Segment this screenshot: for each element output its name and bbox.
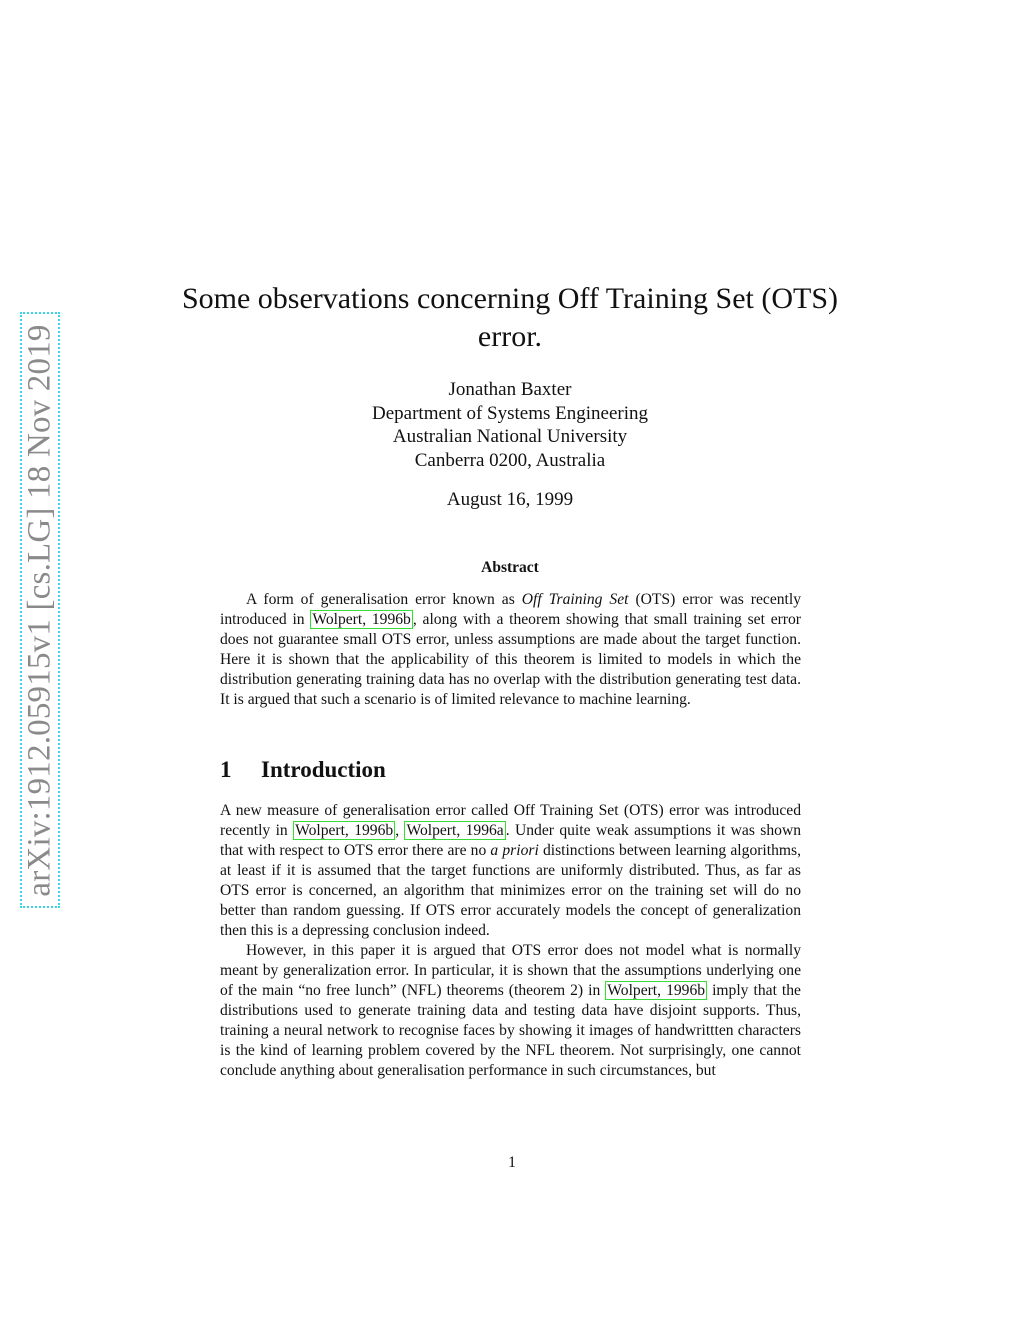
body-paragraph — [220, 801, 801, 941]
section-number: 1 — [220, 757, 232, 782]
author-university: Australian National University — [392, 426, 628, 447]
author-address: Canberra 0200, Australia — [414, 449, 606, 471]
citation-link[interactable]: Wolpert, 1996b — [295, 822, 394, 839]
section-body — [220, 801, 801, 1081]
author-name: Jonathan Baxter — [448, 379, 572, 400]
arxiv-identifier-stamp[interactable] — [20, 312, 60, 908]
abstract-heading: Abstract — [481, 559, 539, 576]
title-line-1: Some observations concerning Off Training Set (OTS) — [181, 282, 839, 315]
author-department: Department of Systems Engineering — [372, 402, 648, 424]
body-text: A new measure of generalisation error called Off Training Set (OTS) error was introduced recently in — [220, 802, 801, 839]
citation-link[interactable]: Wolpert, 1996b — [607, 982, 706, 999]
body-text: distinctions between learning algorithms, at least if it is assumed that the target functions are uniformly distributed. Thus, as far as OTS error is concerned, an algorithm that minimizes error on the training set will do no better than random guessing. If OTS error accurately models the concept of generalization then this is a depressing conclusion indeed. — [220, 842, 801, 939]
body-text: imply that the distributions used to generate training data and testing data have disjoint supports. Thus, training a neural network to recognise faces by showing it images of handwrittten characters is the kind of learning problem covered by the NFL theorem. Not surprisingly, one cannot conclude anything about generalisation performance in such circumstances, but — [220, 982, 801, 1079]
paper-title — [180, 280, 840, 356]
section-heading — [220, 757, 386, 783]
abstract-text: (OTS) error was recently introduced in — [220, 591, 802, 628]
italic-term: a priori — [490, 842, 539, 859]
citation-link[interactable]: Wolpert, 1996a — [406, 822, 504, 839]
title-line-2: error. — [477, 320, 543, 353]
body-text: However, in this paper it is argued that OTS error does not model what is normally meant by generalization error. In particular, it is shown that the assumptions underlying one of the main “no free lunch” (NFL) theorems (theorem 2) in — [220, 942, 801, 999]
body-paragraph — [220, 941, 801, 1081]
paper-date: August 16, 1999 — [446, 489, 574, 510]
abstract-italic-term: Off Training Set — [521, 591, 629, 608]
abstract-body — [220, 590, 801, 710]
author-block — [280, 378, 740, 472]
arxiv-identifier-text: arXiv:1912.05915v1 [cs.LG] 18 Nov 2019 — [21, 323, 58, 897]
abstract-text: , along with a theorem showing that small training set error does not guarantee small OTS error, unless assumptions are made about the target function. Here it is shown that the applicability of this theorem is limited to models in which the distribution generating training data has no overlap with the distribution generating test data. It is argued that such a scenario is of limited relevance to machine learning. — [220, 611, 801, 708]
abstract-paragraph — [220, 590, 801, 710]
abstract-text: A form of generalisation error known as — [246, 591, 522, 608]
section-title: Introduction — [261, 757, 386, 782]
page-number: 1 — [508, 1154, 516, 1171]
body-text: . Under quite weak assumptions it was shown that with respect to OTS error there are no — [220, 822, 802, 859]
citation-link[interactable]: Wolpert, 1996b — [312, 611, 411, 628]
body-text: , — [395, 822, 405, 839]
